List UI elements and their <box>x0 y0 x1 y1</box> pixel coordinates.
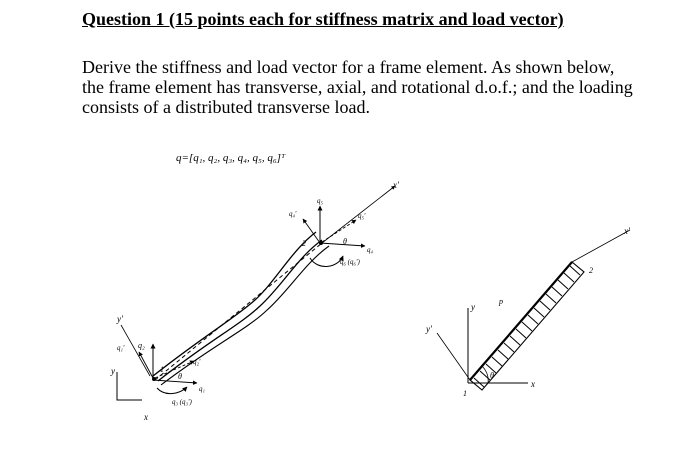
q2-label: q₂ <box>138 341 145 350</box>
global-axes <box>117 372 142 400</box>
global-y-label: y <box>111 366 115 376</box>
global-x-label: x <box>531 379 535 389</box>
node-1-dot <box>152 377 156 381</box>
local-x-label: x' <box>624 226 630 236</box>
node-1-label: 1 <box>463 389 467 398</box>
local-y-label: y' <box>426 324 432 334</box>
deformed-beam-line-3 <box>161 246 329 385</box>
question-heading: Question 1 (15 points each for stiffness matrix and load vector) <box>82 9 564 29</box>
q1-label: q₁ <box>199 385 205 393</box>
q5p-arrow <box>322 220 356 242</box>
local-y-label: y' <box>117 314 123 324</box>
q5-label: q₅ <box>317 197 323 205</box>
local-y-axis <box>121 325 150 376</box>
deformed-beam-line-2 <box>158 240 322 381</box>
theta-label: θ <box>490 371 494 380</box>
q6-label: q₆ (q₆') <box>340 258 360 266</box>
q5p-label: q₅' <box>358 212 366 220</box>
deformed-beam-line-1 <box>153 232 316 376</box>
node-2-dot <box>319 241 323 245</box>
q3-label: q₃ (q₃') <box>172 398 192 406</box>
question-line-1: Derive the stiffness and load vector for a frame element. As shown below, <box>82 57 615 77</box>
local-y-axis <box>437 333 470 380</box>
local-x-axis <box>572 230 630 262</box>
q3-rotation-arrow <box>157 387 187 394</box>
dof-vector-equation: q=[q₁, q₂, q₃, q₄, q₅, q₆]ᵀ <box>176 152 286 164</box>
node-2-label: 2 <box>589 266 593 275</box>
q1p-label: q₁' <box>117 344 125 352</box>
q2p-label: q₂' <box>193 358 201 366</box>
global-x-label: x <box>144 412 148 422</box>
q1p-arrow <box>139 352 153 378</box>
theta-1-label: θ <box>178 372 182 381</box>
q1-arrow <box>153 380 197 383</box>
node-2-label: 2 <box>302 239 306 248</box>
theta-arc <box>482 366 488 383</box>
node-1-label: 1 <box>160 365 164 374</box>
q4p-label: q₄' <box>289 210 297 218</box>
local-x-label: x' <box>393 180 399 190</box>
load-label: p <box>499 297 503 306</box>
question-line-2: the frame element has transverse, axial, and rotational d.o.f.; and the loading <box>82 77 633 97</box>
global-y-label: y <box>471 302 475 312</box>
q4-label: q₄ <box>367 246 373 254</box>
question-line-3: consists of a distributed transverse load. <box>82 97 370 117</box>
theta-2-label: θ <box>343 237 347 246</box>
distributed-load-arrows <box>474 266 580 387</box>
distributed-load-diagram <box>425 226 631 398</box>
deformed-frame-diagram <box>110 180 400 422</box>
